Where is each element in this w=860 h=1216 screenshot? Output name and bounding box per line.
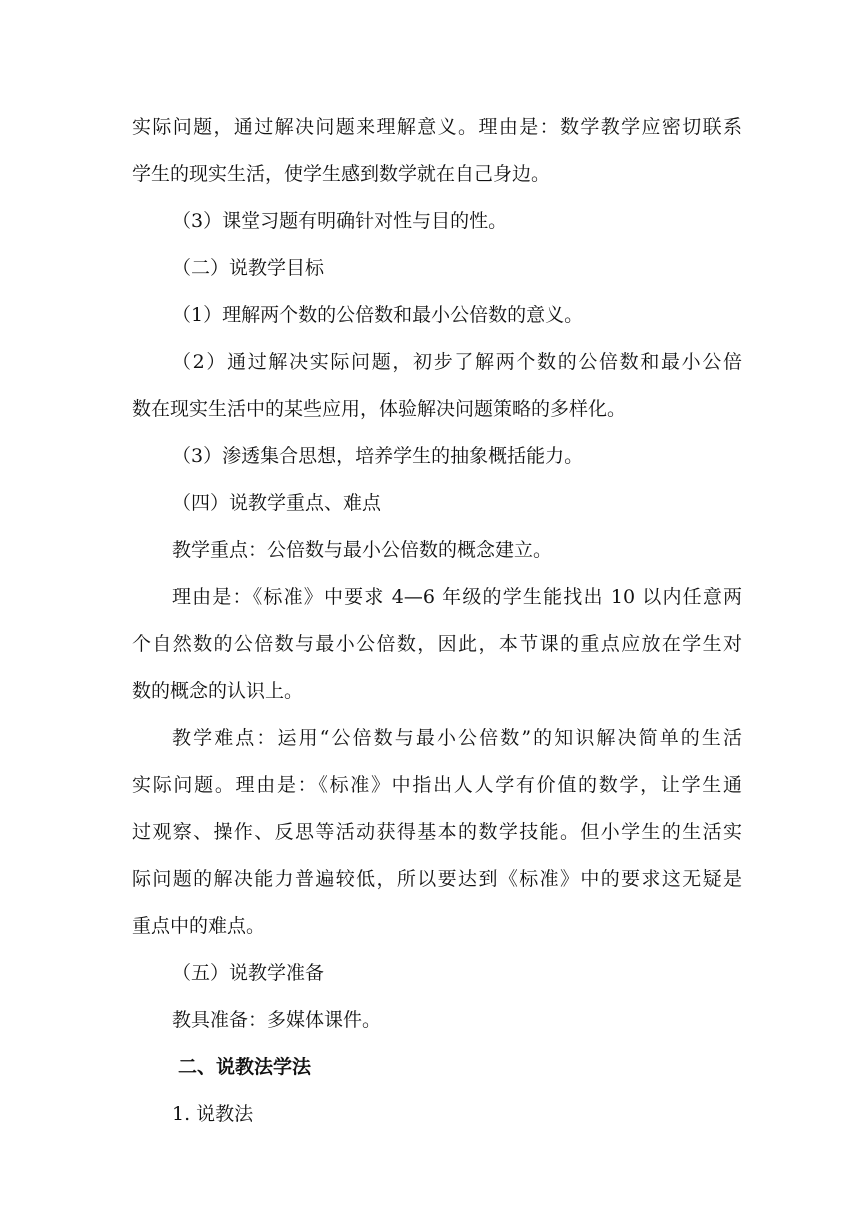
text-line: 学生的现实生活，使学生感到数学就在自己身边。 (132, 163, 551, 185)
paragraph-goal-2 (132, 339, 742, 433)
text-line: 重点中的难点。 (132, 915, 266, 937)
list-item: （2）通过解决实际问题，初步了解两个数的公倍数和最小公倍 (172, 351, 742, 373)
text-line: 教学难点：运用“公倍数与最小公倍数”的知识解决简单的生活 (172, 727, 742, 749)
paragraph-difficulty (132, 715, 742, 950)
subsection-heading: 1. 说教法 (172, 1103, 254, 1125)
text-line: 教具准备：多媒体课件。 (172, 1009, 382, 1031)
paragraph-reason (132, 574, 742, 715)
paragraph-real-life (132, 104, 742, 198)
text-line: 教学重点：公倍数与最小公倍数的概念建立。 (172, 539, 553, 561)
section-heading: （二）说教学目标 (172, 257, 325, 279)
text-line: 个自然数的公倍数与最小公倍数，因此，本节课的重点应放在学生对 (132, 633, 742, 655)
text-line: 过观察、操作、反思等活动获得基本的数学技能。但小学生的生活实 (132, 821, 742, 843)
text-line: 实际问题，通过解决问题来理解意义。理由是：数学教学应密切联系 (132, 116, 742, 138)
section-heading: （五）说教学准备 (172, 962, 325, 984)
text-line: 实际问题。理由是：《标准》中指出人人学有价值的数学，让学生通 (132, 774, 742, 796)
list-item: （3）课堂习题有明确针对性与目的性。 (172, 210, 508, 232)
text-line: 数在现实生活中的某些应用，体验解决问题策略的多样化。 (132, 398, 627, 420)
chapter-heading: 二、说教法学法 (178, 1056, 312, 1078)
list-item: （1）理解两个数的公倍数和最小公倍数的意义。 (172, 304, 584, 326)
list-item: （3）渗透集合思想，培养学生的抽象概括能力。 (172, 445, 584, 467)
text-line: 理由是：《标准》中要求 4—6 年级的学生能找出 10 以内任意两 (172, 586, 742, 608)
text-line: 际问题的解决能力普遍较低，所以要达到《标准》中的要求这无疑是 (132, 868, 742, 890)
text-line: 数的概念的认识上。 (132, 680, 304, 702)
document-body (132, 104, 742, 1138)
section-heading: （四）说教学重点、难点 (172, 492, 382, 514)
